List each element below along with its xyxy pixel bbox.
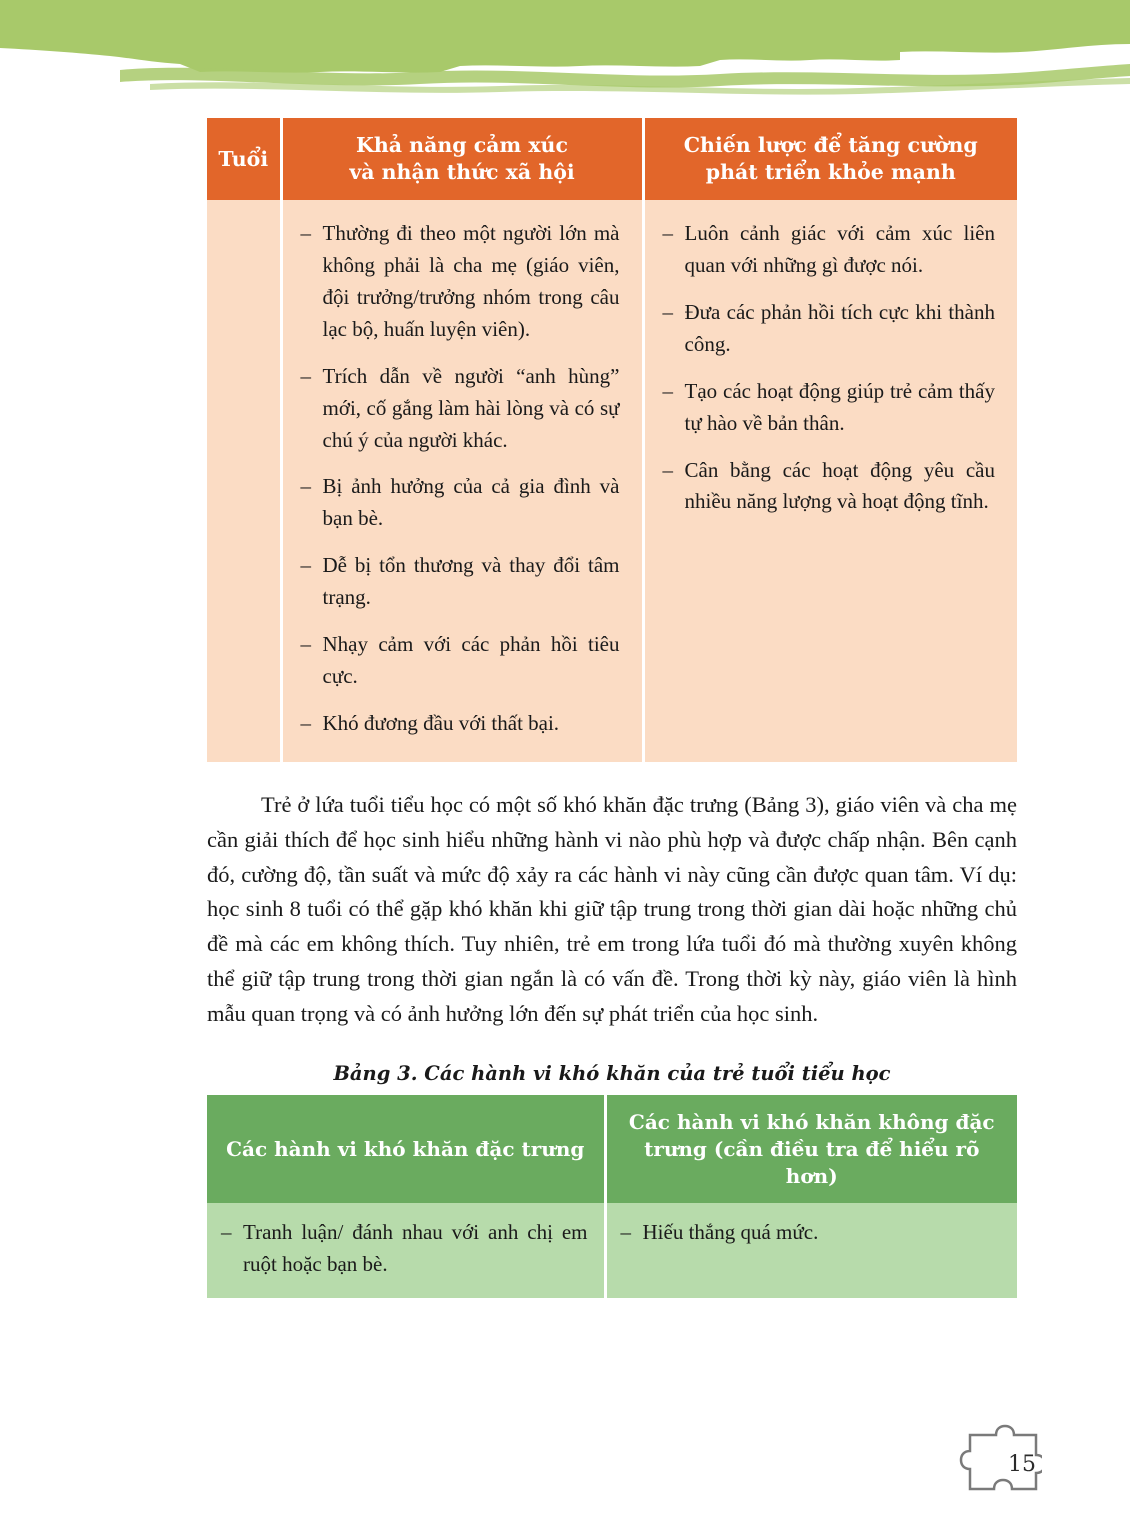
table-row bbox=[207, 200, 1017, 762]
typical-behaviour-list bbox=[221, 1217, 588, 1280]
header-cell-strategy bbox=[643, 118, 1017, 200]
cell-typical-list bbox=[207, 1203, 605, 1298]
emotional-ability-table bbox=[207, 118, 1017, 762]
list-item: – Trích dẫn về người “anh hùng” mới, cố gắng làm hài lòng và có sự chú ý của người khác. bbox=[301, 361, 620, 457]
page-footer bbox=[956, 1421, 1042, 1493]
header-cell-ability bbox=[281, 118, 643, 200]
decorative-top-band bbox=[0, 0, 1130, 96]
list-item: – Luôn cảnh giác với cảm xúc liên quan với những gì được nói. bbox=[663, 218, 996, 282]
atypical-behaviour-list bbox=[621, 1217, 1002, 1249]
cell-atypical-list bbox=[605, 1203, 1017, 1298]
strategy-list bbox=[663, 218, 996, 518]
header-age-label: Tuổi bbox=[218, 146, 269, 171]
cell-strategy-list bbox=[643, 200, 1017, 762]
header-strategy-line2: phát triển khỏe mạnh bbox=[705, 160, 956, 185]
list-item: – Khó đương đầu với thất bại. bbox=[301, 708, 620, 740]
header-ability-line2: và nhận thức xã hội bbox=[349, 160, 575, 185]
cell-age-value bbox=[207, 200, 281, 762]
list-item: – Bị ảnh hưởng của cả gia đình và bạn bè. bbox=[301, 471, 620, 535]
list-item: – Thường đi theo một người lớn mà không phải là cha mẹ (giáo viên, đội trưởng/trưởng nhóm trong câu lạc bộ, huấn luyện viên). bbox=[301, 218, 620, 346]
list-item: – Hiếu thắng quá mức. bbox=[621, 1217, 1002, 1249]
table-header-row bbox=[207, 118, 1017, 200]
table-header-row bbox=[207, 1095, 1017, 1203]
body-paragraph: Trẻ ở lứa tuổi tiểu học có một số khó khăn đặc trưng (Bảng 3), giáo viên và cha mẹ cần giải thích để học sinh hiểu những hành vi nào phù hợp và được chấp nhận. Bên cạnh đó, cường độ, tần suất và mức độ xảy ra các hành vi này cũng cần được quan tâm. Ví dụ: học sinh 8 tuổi có thể gặp khó khăn khi giữ tập trung trong thời gian dài hoặc những chủ đề mà các em không thích. Tuy nhiên, trẻ em trong lứa tuổi đó mà thường xuyên không thể giữ tập trung trong thời gian ngắn là có vấn đề. Trong thời kỳ này, giáo viên là hình mẫu quan trọng và có ảnh hưởng lớn đến sự phát triển của học sinh. bbox=[207, 791, 1017, 1027]
table-row bbox=[207, 1203, 1017, 1298]
header-atypical-line2: trưng (cần điều tra để hiểu rõ hơn) bbox=[644, 1136, 980, 1188]
ability-list bbox=[301, 218, 620, 740]
cell-ability-list bbox=[281, 200, 643, 762]
difficult-behaviour-table bbox=[207, 1095, 1017, 1298]
header-typical-label: Các hành vi khó khăn đặc trưng bbox=[226, 1136, 585, 1161]
header-cell-age bbox=[207, 118, 281, 200]
list-item: – Cân bằng các hoạt động yêu cầu nhiều năng lượng và hoạt động tĩnh. bbox=[663, 455, 996, 519]
list-item: – Dễ bị tổn thương và thay đổi tâm trạng. bbox=[301, 550, 620, 614]
list-item: – Đưa các phản hồi tích cực khi thành công. bbox=[663, 297, 996, 361]
header-strategy-line1: Chiến lược để tăng cường bbox=[683, 133, 978, 157]
header-cell-atypical bbox=[605, 1095, 1017, 1203]
page-content bbox=[207, 118, 1017, 1298]
table-caption: Bảng 3. Các hành vi khó khăn của trẻ tuổi tiểu học bbox=[333, 1061, 891, 1085]
list-item: – Nhạy cảm với các phản hồi tiêu cực. bbox=[301, 629, 620, 693]
list-item: – Tạo các hoạt động giúp trẻ cảm thấy tự hào về bản thân. bbox=[663, 376, 996, 440]
page-number: 15 bbox=[1008, 1452, 1036, 1477]
header-atypical-line1: Các hành vi khó khăn không đặc bbox=[628, 1109, 995, 1134]
header-ability-line1: Khả năng cảm xúc bbox=[356, 133, 568, 157]
header-cell-typical bbox=[207, 1095, 605, 1203]
list-item: – Tranh luận/ đánh nhau với anh chị em ruột hoặc bạn bè. bbox=[221, 1217, 588, 1280]
